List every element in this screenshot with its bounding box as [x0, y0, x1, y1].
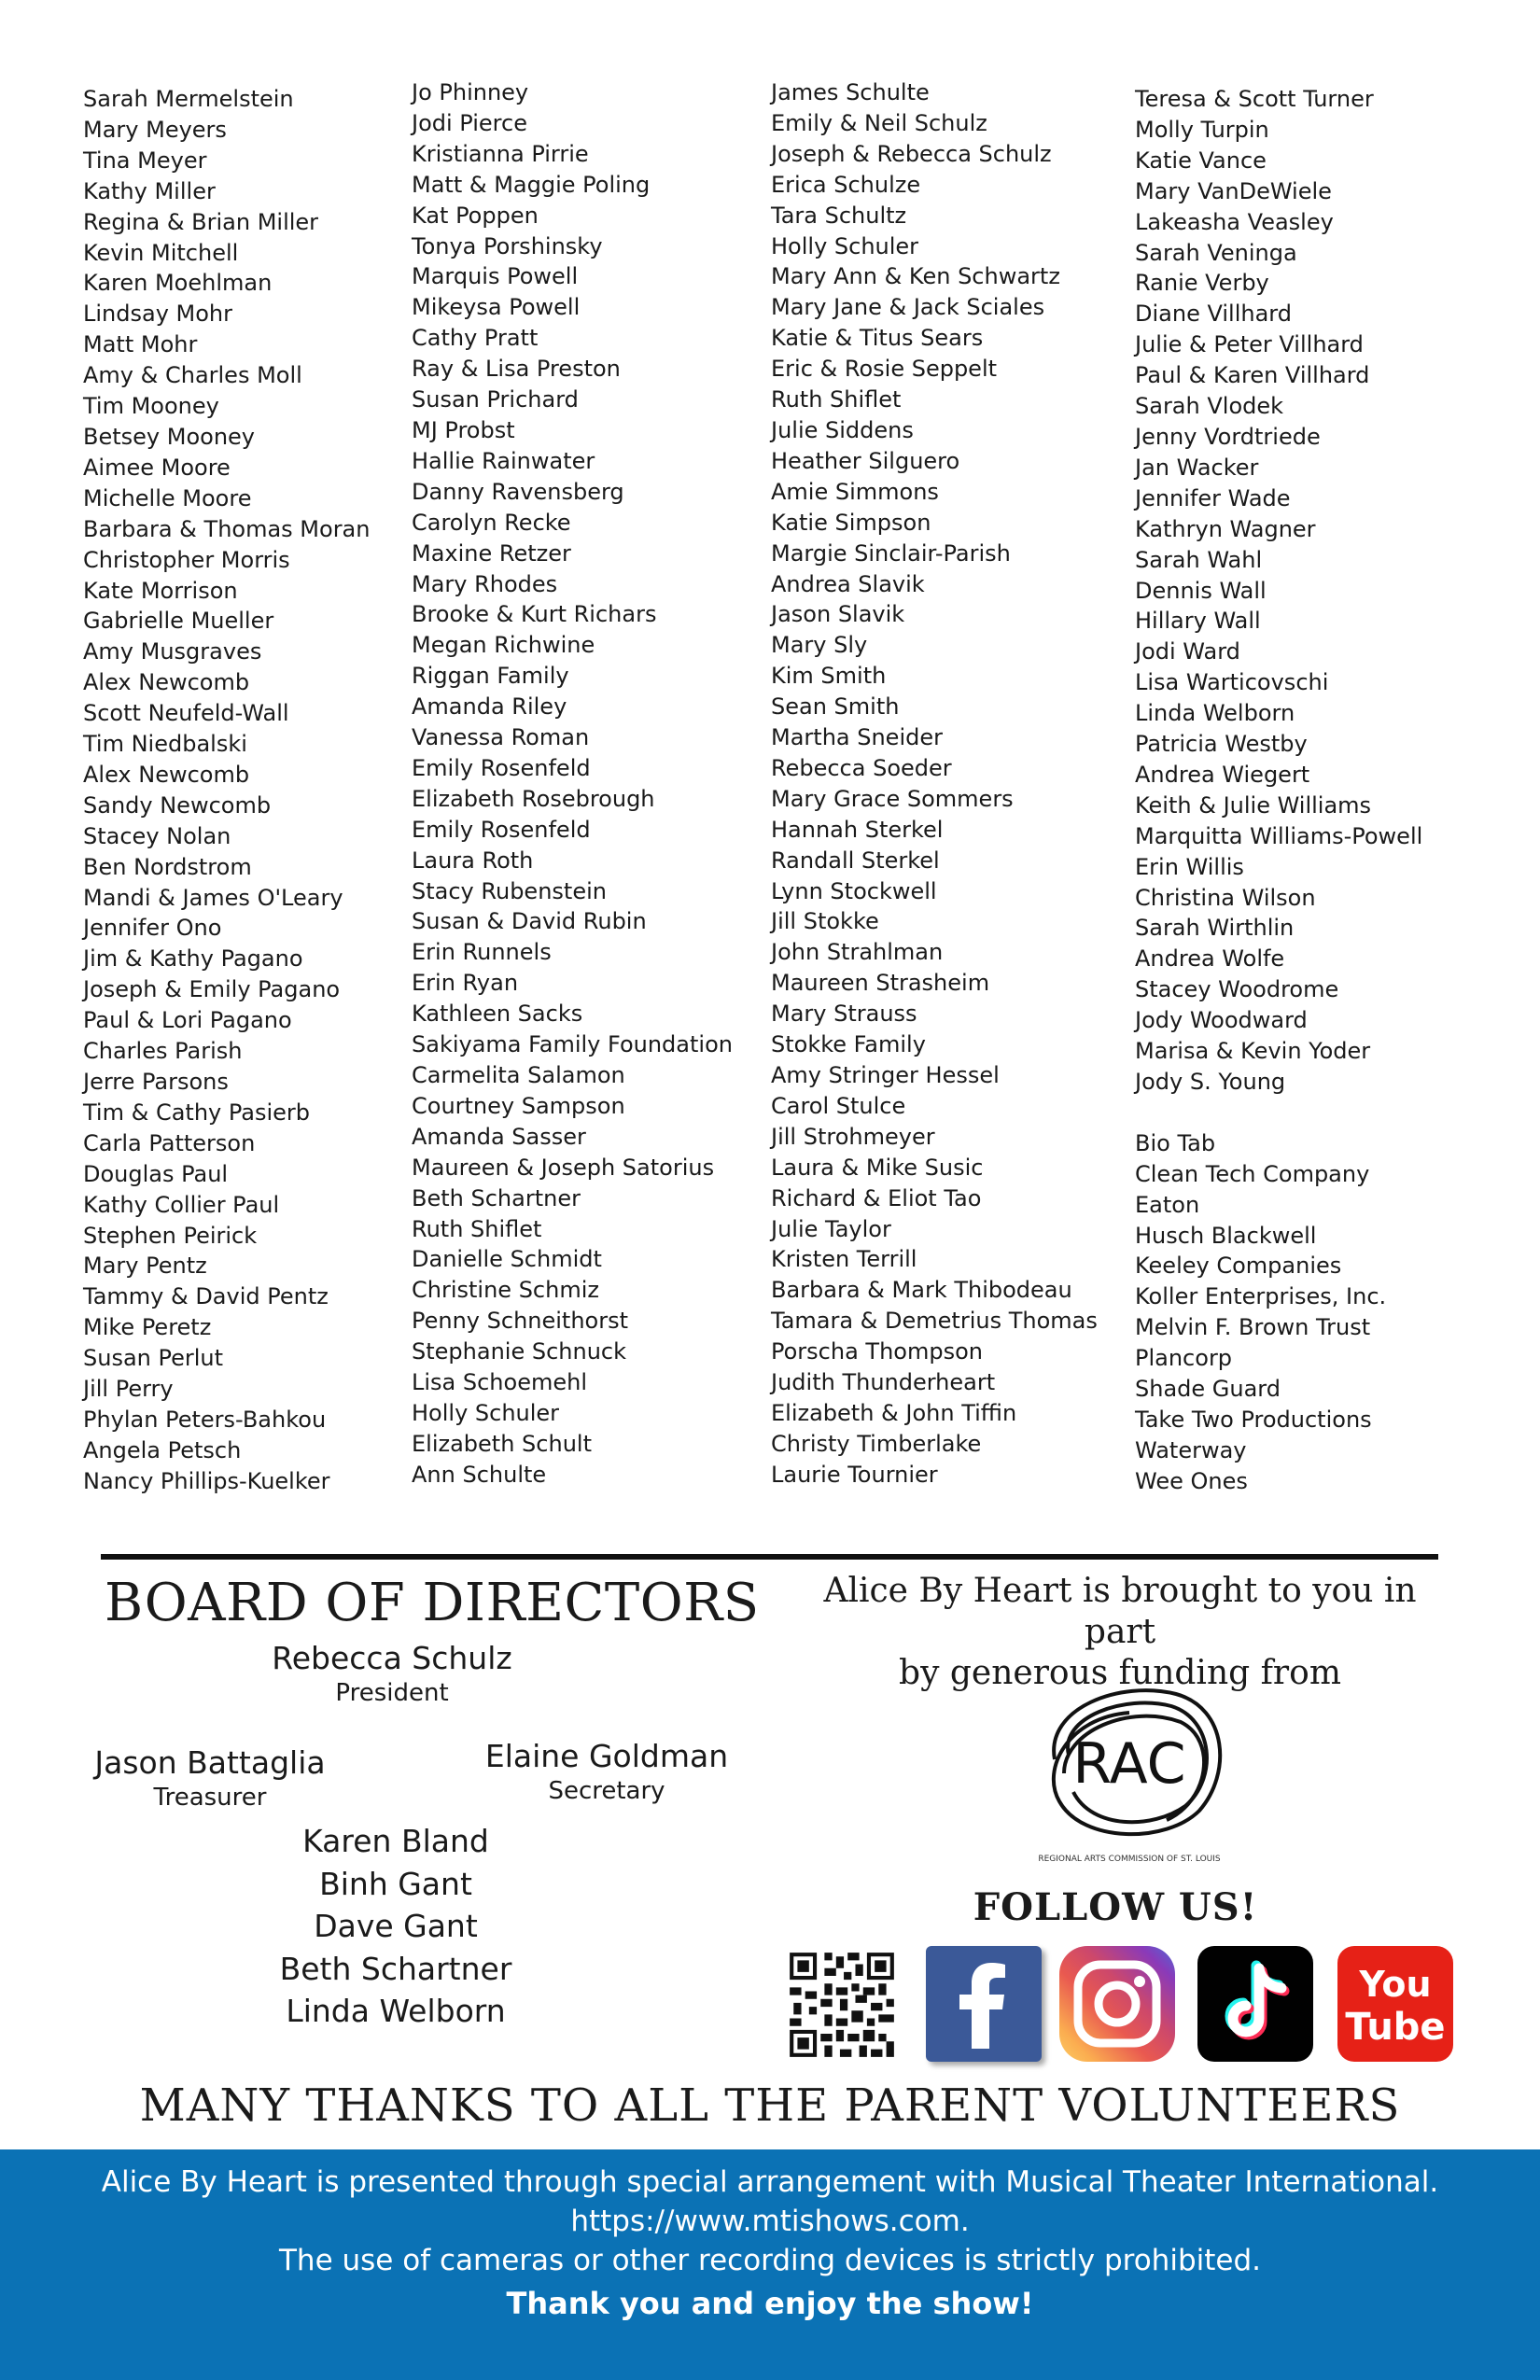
follow-title: FOLLOW US!: [973, 1885, 1258, 1929]
donor-name: Sarah Vlodek: [1135, 393, 1284, 420]
donor-name: Julie & Peter Villhard: [1135, 331, 1364, 358]
donor-column-4: [1135, 84, 1422, 1497]
donor-name: Angela Petsch: [83, 1436, 242, 1463]
donor-name: Amy & Charles Moll: [83, 362, 302, 389]
qr-code-icon: [786, 1949, 898, 2061]
funding-line-2: by generous funding from: [899, 1654, 1341, 1692]
donor-name: Lakeasha Veasley: [1135, 208, 1334, 235]
donor-name: Lindsay Mohr: [83, 301, 232, 328]
donor-name: Stephen Peirick: [83, 1222, 258, 1249]
donor-name: Maxine Retzer: [412, 539, 571, 567]
donor-column-2: [412, 77, 733, 1491]
donor-name: Mikeysa Powell: [412, 294, 581, 321]
donor-name: Paul & Lori Pagano: [83, 1007, 292, 1034]
donor-name: Paul & Karen Villhard: [1135, 362, 1370, 389]
donor-name: Jim & Kathy Pagano: [83, 945, 303, 973]
footer-thank-you: Thank you and enjoy the show!: [506, 2286, 1034, 2321]
donor-name: Susan Prichard: [412, 386, 579, 413]
donor-name: Hannah Sterkel: [771, 816, 944, 843]
donor-name: Matt Mohr: [83, 331, 198, 358]
facebook-icon[interactable]: [926, 1946, 1042, 2062]
donor-name: Jill Strohmeyer: [771, 1123, 935, 1150]
youtube-text-top: You: [1359, 1964, 1432, 2005]
donor-name: Stacey Woodrome: [1135, 976, 1339, 1003]
donor-name: Maureen Strasheim: [771, 970, 990, 997]
donor-name: Emily Rosenfeld: [412, 816, 591, 843]
donor-name: Ruth Shiflet: [412, 1215, 542, 1242]
donor-name: Sarah Mermelstein: [83, 86, 294, 112]
donor-name: Gabrielle Mueller: [83, 608, 274, 635]
donor-name: John Strahlman: [771, 939, 944, 966]
business-sponsor: Waterway: [1135, 1436, 1247, 1463]
rac-logo-text: RAC: [1072, 1731, 1186, 1797]
donor-name: Molly Turpin: [1135, 116, 1269, 143]
donor-name: Christopher Morris: [83, 546, 290, 573]
donor-name: Linda Welborn: [1135, 700, 1295, 727]
donor-name: Danielle Schmidt: [412, 1246, 602, 1273]
donor-name: Laura & Mike Susic: [771, 1154, 984, 1181]
donor-name: Megan Richwine: [412, 632, 595, 659]
donor-name: Amanda Sasser: [412, 1123, 586, 1150]
donor-name: Jenny Vordtriede: [1135, 423, 1321, 450]
donor-name: Marisa & Kevin Yoder: [1135, 1038, 1371, 1065]
donor-name: Andrea Slavik: [771, 570, 925, 597]
donor-name: Penny Schneithorst: [412, 1308, 629, 1335]
funding-line-1: Alice By Heart is brought to you in part: [823, 1572, 1417, 1651]
donor-name: Beth Schartner: [412, 1184, 581, 1211]
donor-name: Stacy Rubenstein: [412, 877, 607, 904]
donor-name: Jill Perry: [83, 1376, 174, 1403]
donor-name: Amanda Riley: [412, 693, 567, 721]
donor-name: Teresa & Scott Turner: [1135, 86, 1374, 112]
donor-name: Susan Perlut: [83, 1345, 224, 1372]
donor-name: Jody S. Young: [1135, 1069, 1286, 1095]
donor-name: Katie & Titus Sears: [771, 325, 984, 352]
business-sponsor: Plancorp: [1135, 1345, 1233, 1372]
donor-name: Danny Ravensberg: [412, 478, 624, 505]
donor-name: Carol Stulce: [771, 1092, 906, 1119]
donor-name: Tim Niedbalski: [83, 731, 247, 758]
donor-name: Erica Schulze: [771, 171, 921, 198]
business-sponsor: Keeley Companies: [1135, 1253, 1342, 1280]
donor-name: Randall Sterkel: [771, 847, 940, 874]
board-member: Karen Bland: [302, 1823, 489, 1859]
donor-name: Michelle Moore: [83, 484, 252, 511]
donor-name: Richard & Eliot Tao: [771, 1184, 982, 1211]
donor-name: Mary Rhodes: [412, 570, 558, 597]
donor-name: Jody Woodward: [1135, 1007, 1308, 1034]
donor-name: Jennifer Wade: [1135, 484, 1291, 511]
board-member: Linda Welborn: [286, 1993, 506, 2029]
board-member: Beth Schartner: [279, 1950, 512, 1987]
president-role: President: [335, 1679, 449, 1707]
donor-name: Margie Sinclair-Parish: [771, 539, 1011, 567]
donor-name: Alex Newcomb: [83, 669, 250, 696]
donor-name: Kathy Miller: [83, 177, 216, 204]
donor-name: Joseph & Emily Pagano: [83, 976, 341, 1003]
donor-name: Erin Ryan: [412, 970, 519, 997]
donor-name: Mike Peretz: [83, 1314, 212, 1341]
donor-name: Ranie Verby: [1135, 270, 1269, 297]
business-sponsor: Shade Guard: [1135, 1376, 1281, 1403]
donor-name: Laura Roth: [412, 847, 534, 874]
treasurer-role: Treasurer: [153, 1784, 267, 1812]
donor-name: Holly Schuler: [771, 232, 919, 259]
donor-name: Mary Ann & Ken Schwartz: [771, 263, 1060, 290]
donor-name: Mary Jane & Jack Sciales: [771, 294, 1045, 321]
donor-name: Jill Stokke: [771, 908, 879, 935]
business-sponsor: Wee Ones: [1135, 1467, 1248, 1494]
board-secretary: [429, 1738, 784, 1807]
donor-name: Lynn Stockwell: [771, 877, 937, 904]
donor-name: Kristen Terrill: [771, 1246, 917, 1273]
donor-name: Tina Meyer: [83, 147, 207, 174]
donor-name: MJ Probst: [412, 416, 515, 443]
donor-name: Elizabeth & John Tiffin: [771, 1399, 1017, 1426]
donor-name: Aimee Moore: [83, 454, 231, 481]
donor-name: Kevin Mitchell: [83, 239, 239, 266]
footer-recording-notice: The use of cameras or other recording devices is strictly prohibited.: [279, 2244, 1261, 2277]
donor-name: Sakiyama Family Foundation: [412, 1031, 733, 1058]
tiktok-icon[interactable]: [1197, 1946, 1313, 2062]
donor-name: Lisa Warticovschi: [1135, 669, 1329, 696]
donor-name: Jason Slavik: [771, 601, 905, 628]
board-member: Dave Gant: [314, 1908, 478, 1944]
secretary-role: Secretary: [548, 1777, 665, 1805]
donor-name: Kristianna Pirrie: [412, 140, 589, 167]
donor-name: Sarah Wirthlin: [1135, 915, 1295, 942]
donor-name: Mary Grace Sommers: [771, 785, 1014, 812]
president-name: Rebecca Schulz: [272, 1640, 512, 1676]
donor-name: Joseph & Rebecca Schulz: [771, 140, 1052, 167]
footer-url[interactable]: https://www.mtishows.com.: [570, 2205, 970, 2238]
donor-name: Amie Simmons: [771, 478, 939, 505]
business-sponsor: Eaton: [1135, 1191, 1200, 1218]
donor-name: Sean Smith: [771, 693, 900, 721]
donor-name: Lisa Schoemehl: [412, 1369, 587, 1396]
donor-name: Sandy Newcomb: [83, 791, 272, 819]
board-member: Binh Gant: [319, 1865, 472, 1902]
donor-name: Kat Poppen: [412, 202, 539, 229]
youtube-text-bottom: Tube: [1345, 2006, 1446, 2049]
donor-name: Ruth Shiflet: [771, 386, 902, 413]
donor-name: Matt & Maggie Poling: [412, 171, 651, 198]
donor-name: Maureen & Joseph Satorius: [412, 1154, 715, 1181]
donor-name: Scott Neufeld-Wall: [83, 700, 289, 727]
donor-name: Christina Wilson: [1135, 884, 1316, 911]
donor-name: Holly Schuler: [412, 1399, 560, 1426]
secretary-name: Elaine Goldman: [484, 1738, 729, 1774]
donor-name: Christy Timberlake: [771, 1430, 982, 1457]
donor-name: Dennis Wall: [1135, 577, 1267, 604]
board-title: BOARD OF DIRECTORS: [105, 1573, 760, 1633]
business-sponsor: Take Two Productions: [1135, 1406, 1372, 1433]
donor-name: Kathleen Sacks: [412, 1001, 583, 1028]
donor-name: Christine Schmiz: [412, 1277, 599, 1304]
donor-name: Judith Thunderheart: [771, 1369, 996, 1396]
board-treasurer: [37, 1744, 383, 1813]
donor-name: Nancy Phillips-Kuelker: [83, 1467, 330, 1494]
donor-name: Hallie Rainwater: [412, 447, 595, 474]
donor-name: Jennifer Ono: [83, 915, 222, 942]
donor-name: Kathy Collier Paul: [83, 1191, 280, 1218]
donor-name: Laurie Tournier: [771, 1461, 938, 1488]
donor-name: Amy Stringer Hessel: [771, 1062, 1000, 1088]
donor-name: Jerre Parsons: [83, 1069, 229, 1095]
business-sponsor: Melvin F. Brown Trust: [1135, 1314, 1371, 1341]
donor-name: Phylan Peters-Bahkou: [83, 1406, 327, 1433]
donor-name: Andrea Wolfe: [1135, 945, 1285, 973]
footer-arrangement: Alice By Heart is presented through special arrangement with Musical Theater International.: [101, 2165, 1439, 2199]
donor-name: Carmelita Salamon: [412, 1062, 625, 1088]
donor-name: Elizabeth Schult: [412, 1430, 592, 1457]
donor-name: Kathryn Wagner: [1135, 515, 1316, 542]
donor-name: Marquitta Williams-Powell: [1135, 822, 1423, 849]
donor-name: Keith & Julie Williams: [1135, 791, 1372, 819]
donor-name: Ann Schulte: [412, 1461, 547, 1488]
donor-name: Carla Patterson: [83, 1129, 256, 1156]
donor-name: Kim Smith: [771, 663, 887, 690]
donor-name: Courtney Sampson: [412, 1092, 625, 1119]
donor-name: Elizabeth Rosebrough: [412, 785, 655, 812]
donor-name: Tara Schultz: [771, 202, 907, 229]
donor-name: James Schulte: [771, 79, 930, 105]
donor-name: Heather Silguero: [771, 447, 960, 474]
donor-name: Martha Sneider: [771, 724, 943, 751]
donor-name: Riggan Family: [412, 663, 569, 690]
donor-name: Andrea Wiegert: [1135, 761, 1310, 788]
donor-name: Mary Sly: [771, 632, 868, 659]
donor-name: Emily Rosenfeld: [412, 754, 591, 781]
donor-name: Sarah Wahl: [1135, 546, 1263, 573]
donor-name: Barbara & Mark Thibodeau: [771, 1277, 1072, 1304]
donor-name: Charles Parish: [83, 1038, 243, 1065]
donor-name: Erin Runnels: [412, 939, 552, 966]
donor-name: Patricia Westby: [1135, 731, 1308, 758]
donor-name: Tammy & David Pentz: [83, 1283, 329, 1310]
donor-name: Mandi & James O'Leary: [83, 884, 343, 911]
donor-name: Tim Mooney: [83, 393, 219, 420]
rac-logo-caption: REGIONAL ARTS COMMISSION OF ST. LOUIS: [1038, 1855, 1221, 1864]
donor-name: Diane Villhard: [1135, 301, 1292, 328]
donor-name: Hillary Wall: [1135, 608, 1261, 635]
donor-name: Katie Simpson: [771, 509, 931, 536]
donor-name: Betsey Mooney: [83, 423, 255, 450]
donor-name: Vanessa Roman: [412, 724, 590, 751]
donor-name: Tamara & Demetrius Thomas: [771, 1308, 1098, 1335]
donor-name: Stacey Nolan: [83, 822, 231, 849]
donor-name: Eric & Rosie Seppelt: [771, 356, 998, 383]
donor-name: Porscha Thompson: [771, 1338, 983, 1365]
rac-logo: [1017, 1671, 1241, 1867]
donor-name: Stokke Family: [771, 1031, 926, 1058]
instagram-icon[interactable]: [1059, 1946, 1175, 2062]
section-divider: [101, 1554, 1438, 1560]
donor-name: Mary Strauss: [771, 1001, 917, 1028]
donor-name: Julie Taylor: [771, 1215, 891, 1242]
treasurer-name: Jason Battaglia: [94, 1744, 326, 1781]
donor-name: Ray & Lisa Preston: [412, 356, 621, 383]
business-sponsor: Bio Tab: [1135, 1129, 1216, 1156]
donor-name: Barbara & Thomas Moran: [83, 515, 371, 542]
donor-name: Jan Wacker: [1135, 454, 1259, 481]
business-sponsor: Koller Enterprises, Inc.: [1135, 1283, 1387, 1310]
donor-name: Jodi Ward: [1135, 638, 1240, 665]
donor-name: Alex Newcomb: [83, 761, 250, 788]
donor-name: Susan & David Rubin: [412, 908, 647, 935]
donor-name: Katie Vance: [1135, 147, 1267, 174]
donor-name: Brooke & Kurt Richars: [412, 601, 657, 628]
donor-column-3: [771, 77, 1098, 1491]
donor-name: Mary Meyers: [83, 116, 227, 143]
donor-name: Stephanie Schnuck: [412, 1338, 626, 1365]
donor-name: Tonya Porshinsky: [412, 232, 603, 259]
donor-name: Cathy Pratt: [412, 325, 539, 352]
youtube-icon[interactable]: [1337, 1946, 1453, 2062]
donor-name: Mary VanDeWiele: [1135, 177, 1332, 204]
donor-name: Kate Morrison: [83, 577, 238, 604]
donor-name: Erin Willis: [1135, 853, 1244, 880]
donor-name: Amy Musgraves: [83, 638, 262, 665]
donor-name: Sarah Veninga: [1135, 239, 1297, 266]
donor-column-1: [83, 84, 370, 1497]
donor-name: Ben Nordstrom: [83, 853, 252, 880]
donor-name: Carolyn Recke: [412, 509, 571, 536]
donor-name: Julie Siddens: [771, 416, 914, 443]
donor-name: Douglas Paul: [83, 1160, 229, 1187]
donor-name: Rebecca Soeder: [771, 754, 952, 781]
footer-banner: [0, 2149, 1540, 2380]
donor-name: Emily & Neil Schulz: [771, 109, 987, 136]
business-sponsor: Clean Tech Company: [1135, 1160, 1370, 1187]
donor-name: Jodi Pierce: [412, 109, 527, 136]
donor-name: Marquis Powell: [412, 263, 579, 290]
donor-name: Regina & Brian Miller: [83, 208, 319, 235]
list-spacer: [1135, 1098, 1422, 1128]
volunteer-thanks: MANY THANKS TO ALL THE PARENT VOLUNTEERS: [139, 2079, 1401, 2132]
donor-name: Mary Pentz: [83, 1253, 207, 1280]
donor-name: Jo Phinney: [412, 79, 529, 105]
donor-name: Karen Moehlman: [83, 270, 273, 297]
board-president: [215, 1640, 569, 1709]
donor-name: Tim & Cathy Pasierb: [83, 1099, 310, 1126]
business-sponsor: Husch Blackwell: [1135, 1222, 1317, 1249]
